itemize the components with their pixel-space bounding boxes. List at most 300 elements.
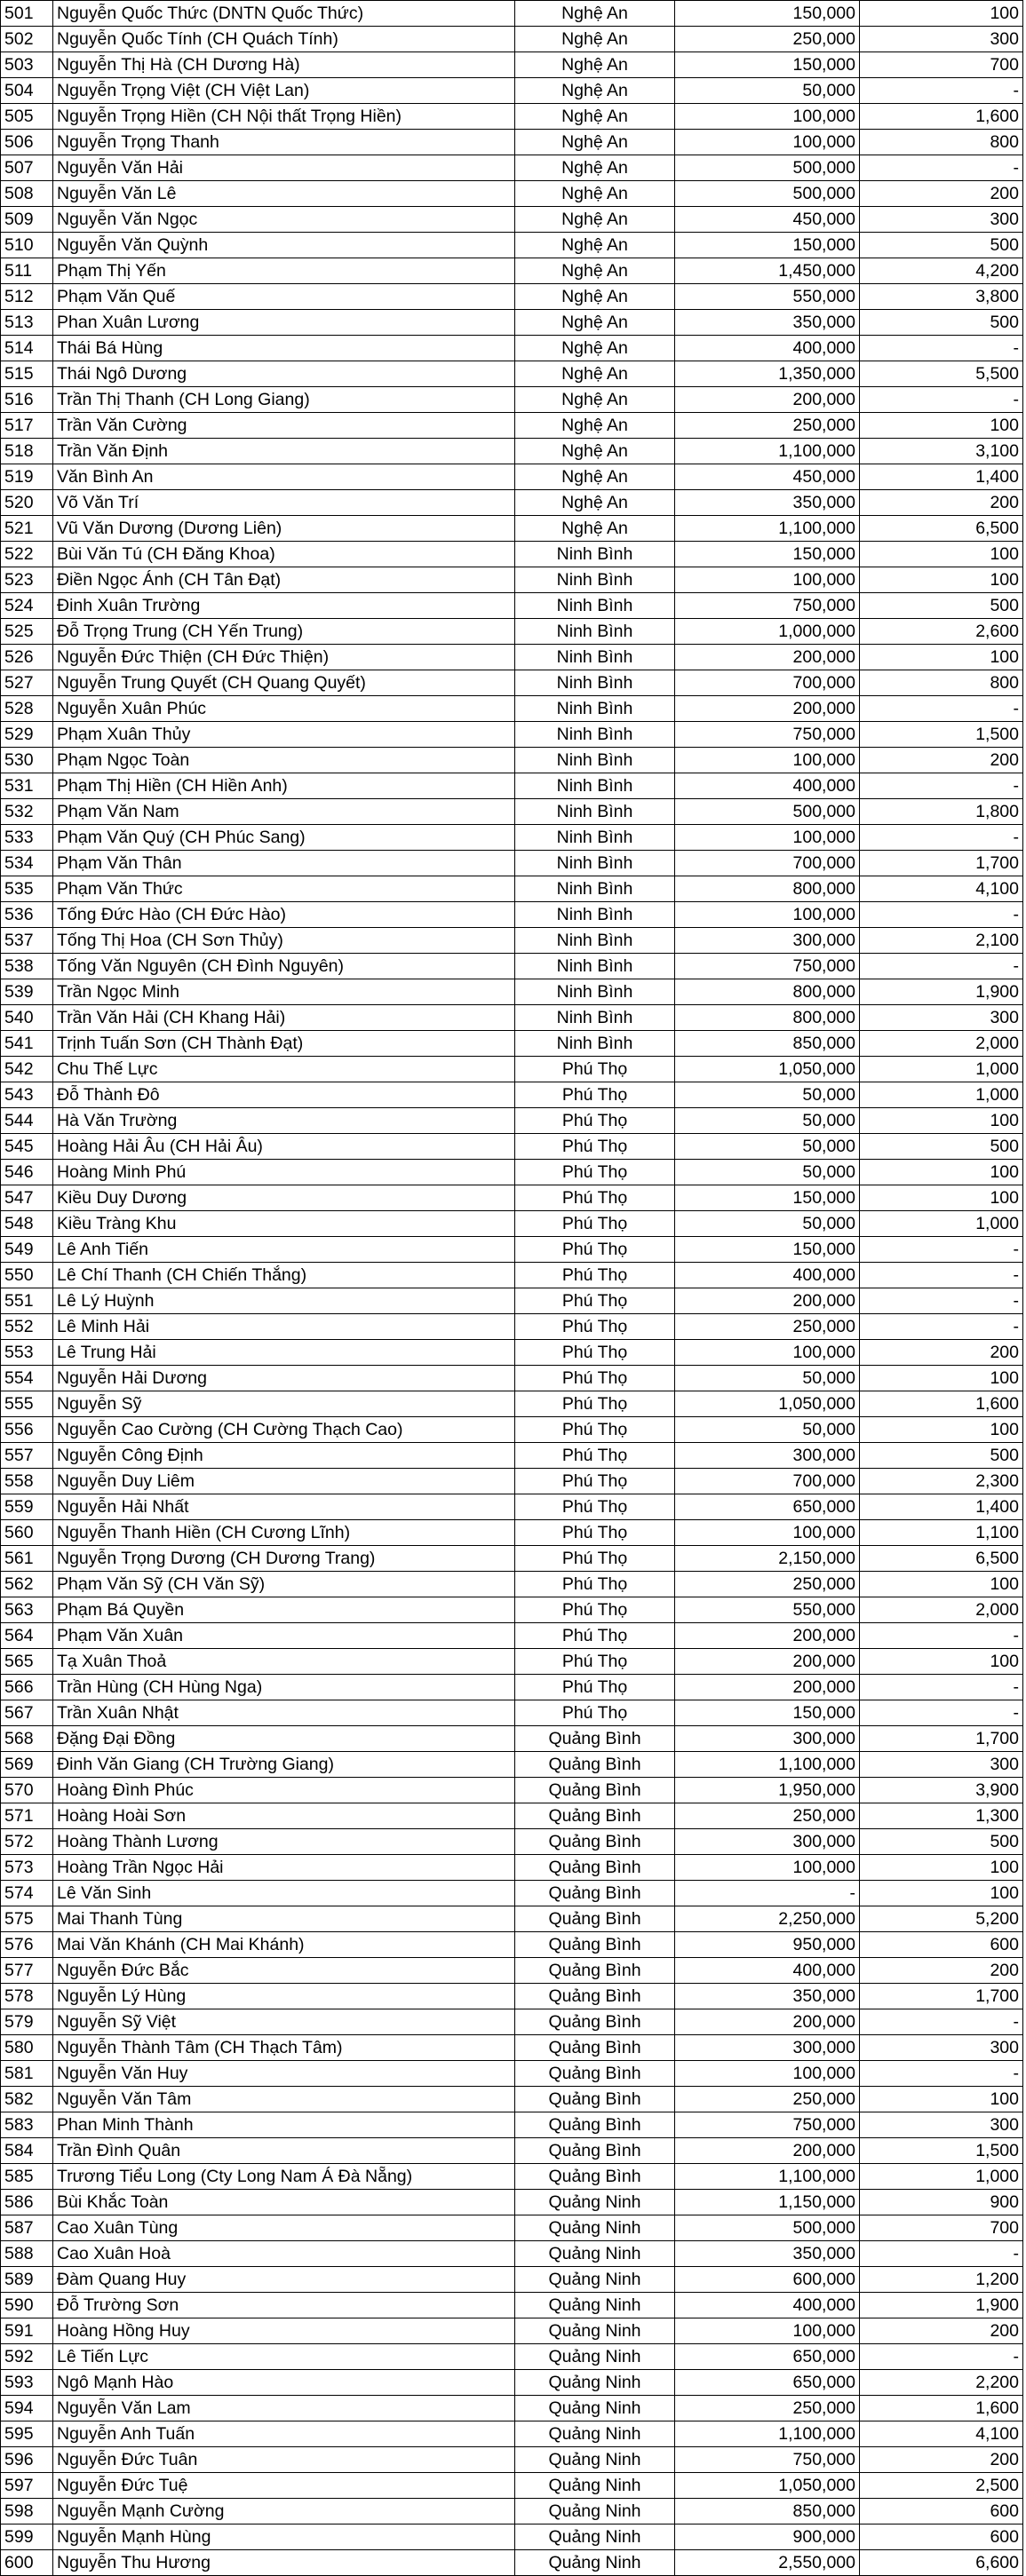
table-row	[1, 748, 1023, 773]
quantity-cell: 100	[860, 1855, 1023, 1881]
row-number-cell: 554	[1, 1366, 53, 1391]
quantity-cell: 2,100	[860, 928, 1023, 954]
row-number-cell: 525	[1, 619, 53, 645]
amount-cell: 150,000	[675, 52, 860, 78]
amount-cell: 650,000	[675, 2344, 860, 2370]
province-cell: Quảng Bình	[515, 1829, 675, 1855]
province-cell: Ninh Bình	[515, 567, 675, 593]
row-number-cell: 543	[1, 1082, 53, 1108]
province-cell: Quảng Bình	[515, 1726, 675, 1752]
row-number-cell: 585	[1, 2164, 53, 2190]
row-number-cell: 509	[1, 207, 53, 233]
name-cell: Đỗ Trọng Trung (CH Yến Trung)	[53, 619, 515, 645]
province-cell: Nghệ An	[515, 181, 675, 207]
quantity-cell: 500	[860, 1829, 1023, 1855]
amount-cell: 250,000	[675, 413, 860, 439]
quantity-cell: 5,200	[860, 1906, 1023, 1932]
quantity-cell: 200	[860, 181, 1023, 207]
table-row	[1, 542, 1023, 567]
amount-cell: 1,150,000	[675, 2190, 860, 2215]
name-cell: Phạm Thị Hiền (CH Hiền Anh)	[53, 773, 515, 799]
name-cell: Phạm Ngọc Toàn	[53, 748, 515, 773]
table-row	[1, 1340, 1023, 1366]
quantity-cell: 800	[860, 130, 1023, 155]
province-cell: Quảng Bình	[515, 1958, 675, 1984]
quantity-cell: 1,600	[860, 2396, 1023, 2421]
name-cell: Nguyễn Cao Cường (CH Cường Thạch Cao)	[53, 1417, 515, 1443]
amount-cell: 400,000	[675, 2293, 860, 2318]
row-number-cell: 521	[1, 516, 53, 542]
row-number-cell: 594	[1, 2396, 53, 2421]
row-number-cell: 544	[1, 1108, 53, 1134]
amount-cell: 800,000	[675, 979, 860, 1005]
amount-cell: 1,100,000	[675, 2164, 860, 2190]
row-number-cell: 559	[1, 1494, 53, 1520]
name-cell: Phạm Văn Thân	[53, 851, 515, 876]
row-number-cell: 502	[1, 27, 53, 52]
province-cell: Nghệ An	[515, 1, 675, 27]
row-number-cell: 573	[1, 1855, 53, 1881]
name-cell: Bùi Khắc Toàn	[53, 2190, 515, 2215]
amount-cell: 1,050,000	[675, 2473, 860, 2499]
province-cell: Quảng Ninh	[515, 2396, 675, 2421]
province-cell: Nghệ An	[515, 78, 675, 104]
table-row	[1, 2061, 1023, 2087]
province-cell: Nghệ An	[515, 27, 675, 52]
table-row	[1, 1134, 1023, 1160]
table-row	[1, 155, 1023, 181]
amount-cell: 1,100,000	[675, 439, 860, 464]
row-number-cell: 564	[1, 1623, 53, 1649]
row-number-cell: 541	[1, 1031, 53, 1057]
amount-cell: 400,000	[675, 1263, 860, 1288]
row-number-cell: 600	[1, 2550, 53, 2576]
amount-cell: 100,000	[675, 825, 860, 851]
table-row	[1, 181, 1023, 207]
name-cell: Nguyễn Văn Quỳnh	[53, 233, 515, 258]
amount-cell: 150,000	[675, 542, 860, 567]
province-cell: Nghệ An	[515, 258, 675, 284]
name-cell: Trần Văn Hải (CH Khang Hải)	[53, 1005, 515, 1031]
table-row	[1, 1108, 1023, 1134]
province-cell: Quảng Bình	[515, 2035, 675, 2061]
name-cell: Nguyễn Công Định	[53, 1443, 515, 1469]
quantity-cell: 1,500	[860, 722, 1023, 748]
table-row	[1, 361, 1023, 387]
province-cell: Quảng Bình	[515, 2164, 675, 2190]
table-row	[1, 1314, 1023, 1340]
table-row	[1, 1752, 1023, 1778]
name-cell: Điền Ngọc Ánh (CH Tân Đạt)	[53, 567, 515, 593]
province-cell: Ninh Bình	[515, 902, 675, 928]
row-number-cell: 584	[1, 2138, 53, 2164]
province-cell: Phú Thọ	[515, 1572, 675, 1597]
quantity-cell: 200	[860, 490, 1023, 516]
row-number-cell: 518	[1, 439, 53, 464]
row-number-cell: 575	[1, 1906, 53, 1932]
name-cell: Đỗ Thành Đô	[53, 1082, 515, 1108]
table-row	[1, 2473, 1023, 2499]
province-cell: Nghệ An	[515, 284, 675, 310]
quantity-cell: 2,500	[860, 2473, 1023, 2499]
amount-cell: 50,000	[675, 1417, 860, 1443]
row-number-cell: 538	[1, 954, 53, 979]
province-cell: Quảng Bình	[515, 1778, 675, 1803]
table-row	[1, 1572, 1023, 1597]
province-cell: Phú Thọ	[515, 1263, 675, 1288]
province-cell: Phú Thọ	[515, 1675, 675, 1700]
table-row	[1, 773, 1023, 799]
quantity-cell: 500	[860, 1443, 1023, 1469]
quantity-cell: 1,900	[860, 2293, 1023, 2318]
name-cell: Tạ Xuân Thoả	[53, 1649, 515, 1675]
amount-cell: 2,550,000	[675, 2550, 860, 2576]
amount-cell: 200,000	[675, 1288, 860, 1314]
province-cell: Phú Thọ	[515, 1597, 675, 1623]
amount-cell: 500,000	[675, 181, 860, 207]
amount-cell: 1,350,000	[675, 361, 860, 387]
amount-cell: 850,000	[675, 1031, 860, 1057]
quantity-cell: 200	[860, 1340, 1023, 1366]
row-number-cell: 515	[1, 361, 53, 387]
row-number-cell: 592	[1, 2344, 53, 2370]
name-cell: Chu Thế Lực	[53, 1057, 515, 1082]
row-number-cell: 513	[1, 310, 53, 336]
province-cell: Ninh Bình	[515, 748, 675, 773]
amount-cell: 300,000	[675, 928, 860, 954]
province-cell: Ninh Bình	[515, 645, 675, 670]
province-cell: Quảng Ninh	[515, 2499, 675, 2524]
amount-cell: 150,000	[675, 233, 860, 258]
row-number-cell: 547	[1, 1185, 53, 1211]
name-cell: Nguyễn Lý Hùng	[53, 1984, 515, 2009]
name-cell: Lê Lý Huỳnh	[53, 1288, 515, 1314]
quantity-cell: 4,100	[860, 2421, 1023, 2447]
row-number-cell: 577	[1, 1958, 53, 1984]
table-row	[1, 387, 1023, 413]
table-row	[1, 851, 1023, 876]
quantity-cell: -	[860, 902, 1023, 928]
quantity-cell: 900	[860, 2190, 1023, 2215]
province-cell: Ninh Bình	[515, 619, 675, 645]
amount-cell: 250,000	[675, 1572, 860, 1597]
province-cell: Nghệ An	[515, 516, 675, 542]
quantity-cell: 6,500	[860, 516, 1023, 542]
name-cell: Võ Văn Trí	[53, 490, 515, 516]
quantity-cell: 1,600	[860, 104, 1023, 130]
quantity-cell: 200	[860, 748, 1023, 773]
quantity-cell: 1,100	[860, 1520, 1023, 1546]
province-cell: Quảng Bình	[515, 2009, 675, 2035]
row-number-cell: 569	[1, 1752, 53, 1778]
amount-cell: 1,000,000	[675, 619, 860, 645]
amount-cell: 650,000	[675, 1494, 860, 1520]
table-row	[1, 1675, 1023, 1700]
amount-cell: 800,000	[675, 876, 860, 902]
name-cell: Trần Hùng (CH Hùng Nga)	[53, 1675, 515, 1700]
quantity-cell: 1,000	[860, 1211, 1023, 1237]
row-number-cell: 546	[1, 1160, 53, 1185]
province-cell: Phú Thọ	[515, 1082, 675, 1108]
amount-cell: 50,000	[675, 1160, 860, 1185]
province-cell: Nghệ An	[515, 130, 675, 155]
table-row	[1, 902, 1023, 928]
table-row	[1, 567, 1023, 593]
quantity-cell: 800	[860, 670, 1023, 696]
name-cell: Vũ Văn Dương (Dương Liên)	[53, 516, 515, 542]
amount-cell: 500,000	[675, 799, 860, 825]
province-cell: Nghệ An	[515, 233, 675, 258]
quantity-cell: 1,400	[860, 1494, 1023, 1520]
quantity-cell: 300	[860, 207, 1023, 233]
amount-cell: 1,100,000	[675, 516, 860, 542]
row-number-cell: 588	[1, 2241, 53, 2267]
amount-cell: 1,050,000	[675, 1391, 860, 1417]
table-row	[1, 1726, 1023, 1752]
amount-cell: 1,100,000	[675, 1752, 860, 1778]
amount-cell: 300,000	[675, 1829, 860, 1855]
row-number-cell: 576	[1, 1932, 53, 1958]
province-cell: Phú Thọ	[515, 1134, 675, 1160]
quantity-cell: 100	[860, 542, 1023, 567]
province-cell: Nghệ An	[515, 413, 675, 439]
amount-cell: 300,000	[675, 2035, 860, 2061]
table-row	[1, 2241, 1023, 2267]
province-cell: Nghệ An	[515, 52, 675, 78]
quantity-cell: -	[860, 2009, 1023, 2035]
table-row	[1, 593, 1023, 619]
table-row	[1, 1, 1023, 27]
quantity-cell: 600	[860, 2499, 1023, 2524]
amount-cell: 900,000	[675, 2524, 860, 2550]
amount-cell: 250,000	[675, 1314, 860, 1340]
table-body	[1, 1, 1023, 2576]
row-number-cell: 578	[1, 1984, 53, 2009]
quantity-cell: 600	[860, 1932, 1023, 1958]
quantity-cell: 700	[860, 52, 1023, 78]
province-cell: Phú Thọ	[515, 1391, 675, 1417]
name-cell: Nguyễn Anh Tuấn	[53, 2421, 515, 2447]
name-cell: Đặng Đại Đồng	[53, 1726, 515, 1752]
table-row	[1, 52, 1023, 78]
name-cell: Hoàng Minh Phú	[53, 1160, 515, 1185]
province-cell: Phú Thọ	[515, 1520, 675, 1546]
quantity-cell: 500	[860, 593, 1023, 619]
name-cell: Nguyễn Thanh Hiền (CH Cương Lĩnh)	[53, 1520, 515, 1546]
quantity-cell: -	[860, 1675, 1023, 1700]
quantity-cell: 100	[860, 1881, 1023, 1906]
row-number-cell: 566	[1, 1675, 53, 1700]
province-cell: Phú Thọ	[515, 1443, 675, 1469]
name-cell: Nguyễn Thành Tâm (CH Thạch Tâm)	[53, 2035, 515, 2061]
quantity-cell: -	[860, 155, 1023, 181]
name-cell: Thái Bá Hùng	[53, 336, 515, 361]
province-cell: Quảng Bình	[515, 1984, 675, 2009]
province-cell: Phú Thọ	[515, 1314, 675, 1340]
name-cell: Nguyễn Mạnh Cường	[53, 2499, 515, 2524]
table-row	[1, 1057, 1023, 1082]
name-cell: Lê Anh Tiến	[53, 1237, 515, 1263]
quantity-cell: 700	[860, 2215, 1023, 2241]
quantity-cell: -	[860, 1263, 1023, 1288]
province-cell: Nghệ An	[515, 310, 675, 336]
name-cell: Cao Xuân Hoà	[53, 2241, 515, 2267]
province-cell: Quảng Ninh	[515, 2190, 675, 2215]
name-cell: Nguyễn Văn Hải	[53, 155, 515, 181]
name-cell: Nguyễn Thu Hương	[53, 2550, 515, 2576]
table-row	[1, 1263, 1023, 1288]
name-cell: Nguyễn Đức Tuân	[53, 2447, 515, 2473]
province-cell: Quảng Bình	[515, 2087, 675, 2112]
amount-cell: 700,000	[675, 851, 860, 876]
table-row	[1, 27, 1023, 52]
row-number-cell: 598	[1, 2499, 53, 2524]
table-row	[1, 2035, 1023, 2061]
table-row	[1, 258, 1023, 284]
name-cell: Đinh Xuân Trường	[53, 593, 515, 619]
name-cell: Kiều Tràng Khu	[53, 1211, 515, 1237]
amount-cell: -	[675, 1881, 860, 1906]
row-number-cell: 556	[1, 1417, 53, 1443]
name-cell: Trần Văn Cường	[53, 413, 515, 439]
province-cell: Ninh Bình	[515, 851, 675, 876]
quantity-cell: 6,600	[860, 2550, 1023, 2576]
quantity-cell: 100	[860, 1417, 1023, 1443]
province-cell: Quảng Bình	[515, 2138, 675, 2164]
row-number-cell: 581	[1, 2061, 53, 2087]
row-number-cell: 537	[1, 928, 53, 954]
province-cell: Ninh Bình	[515, 1031, 675, 1057]
quantity-cell: 1,700	[860, 1984, 1023, 2009]
name-cell: Phan Xuân Lương	[53, 310, 515, 336]
province-cell: Ninh Bình	[515, 670, 675, 696]
amount-cell: 200,000	[675, 645, 860, 670]
province-cell: Ninh Bình	[515, 928, 675, 954]
table-row	[1, 799, 1023, 825]
province-cell: Quảng Ninh	[515, 2215, 675, 2241]
amount-cell: 100,000	[675, 1855, 860, 1881]
amount-cell: 150,000	[675, 1185, 860, 1211]
province-cell: Quảng Bình	[515, 1906, 675, 1932]
row-number-cell: 548	[1, 1211, 53, 1237]
amount-cell: 100,000	[675, 1340, 860, 1366]
province-cell: Ninh Bình	[515, 825, 675, 851]
quantity-cell: -	[860, 1237, 1023, 1263]
amount-cell: 400,000	[675, 1958, 860, 1984]
amount-cell: 1,100,000	[675, 2421, 860, 2447]
province-cell: Ninh Bình	[515, 954, 675, 979]
quantity-cell: 100	[860, 1366, 1023, 1391]
province-cell: Phú Thọ	[515, 1108, 675, 1134]
quantity-cell: 1,000	[860, 1082, 1023, 1108]
quantity-cell: 300	[860, 27, 1023, 52]
province-cell: Quảng Ninh	[515, 2241, 675, 2267]
table-row	[1, 2112, 1023, 2138]
name-cell: Nguyễn Văn Lê	[53, 181, 515, 207]
province-cell: Ninh Bình	[515, 1005, 675, 1031]
table-row	[1, 516, 1023, 542]
row-number-cell: 570	[1, 1778, 53, 1803]
amount-cell: 100,000	[675, 748, 860, 773]
province-cell: Phú Thọ	[515, 1288, 675, 1314]
row-number-cell: 505	[1, 104, 53, 130]
table-row	[1, 1546, 1023, 1572]
table-row	[1, 645, 1023, 670]
quantity-cell: 1,600	[860, 1391, 1023, 1417]
table-row	[1, 696, 1023, 722]
name-cell: Ngô Mạnh Hào	[53, 2370, 515, 2396]
name-cell: Tống Văn Nguyên (CH Đình Nguyên)	[53, 954, 515, 979]
quantity-cell: 100	[860, 1185, 1023, 1211]
name-cell: Lê Minh Hải	[53, 1314, 515, 1340]
quantity-cell: -	[860, 336, 1023, 361]
name-cell: Cao Xuân Tùng	[53, 2215, 515, 2241]
name-cell: Nguyễn Hải Nhất	[53, 1494, 515, 1520]
row-number-cell: 565	[1, 1649, 53, 1675]
amount-cell: 100,000	[675, 130, 860, 155]
amount-cell: 100,000	[675, 2318, 860, 2344]
table-row	[1, 2190, 1023, 2215]
name-cell: Nguyễn Quốc Tính (CH Quách Tính)	[53, 27, 515, 52]
row-number-cell: 572	[1, 1829, 53, 1855]
row-number-cell: 582	[1, 2087, 53, 2112]
quantity-cell: 200	[860, 2447, 1023, 2473]
table-row	[1, 1237, 1023, 1263]
quantity-cell: -	[860, 1314, 1023, 1340]
province-cell: Ninh Bình	[515, 722, 675, 748]
quantity-cell: 200	[860, 1958, 1023, 1984]
row-number-cell: 516	[1, 387, 53, 413]
amount-cell: 50,000	[675, 78, 860, 104]
row-number-cell: 510	[1, 233, 53, 258]
amount-cell: 250,000	[675, 1803, 860, 1829]
row-number-cell: 580	[1, 2035, 53, 2061]
row-number-cell: 540	[1, 1005, 53, 1031]
province-cell: Phú Thọ	[515, 1160, 675, 1185]
quantity-cell: 500	[860, 1134, 1023, 1160]
name-cell: Nguyễn Xuân Phúc	[53, 696, 515, 722]
table-row	[1, 413, 1023, 439]
row-number-cell: 555	[1, 1391, 53, 1417]
province-cell: Phú Thọ	[515, 1494, 675, 1520]
table-row	[1, 1984, 1023, 2009]
table-row	[1, 1391, 1023, 1417]
amount-cell: 2,150,000	[675, 1546, 860, 1572]
table-row	[1, 1623, 1023, 1649]
amount-cell: 1,450,000	[675, 258, 860, 284]
table-row	[1, 670, 1023, 696]
row-number-cell: 568	[1, 1726, 53, 1752]
table-row	[1, 1803, 1023, 1829]
province-cell: Nghệ An	[515, 490, 675, 516]
quantity-cell: 100	[860, 2087, 1023, 2112]
province-cell: Quảng Ninh	[515, 2370, 675, 2396]
quantity-cell: 2,000	[860, 1597, 1023, 1623]
quantity-cell: 300	[860, 1005, 1023, 1031]
table-row	[1, 2550, 1023, 2576]
table-row	[1, 2524, 1023, 2550]
name-cell: Văn Bình An	[53, 464, 515, 490]
name-cell: Phạm Bá Quyền	[53, 1597, 515, 1623]
amount-cell: 350,000	[675, 1984, 860, 2009]
name-cell: Tống Thị Hoa (CH Sơn Thủy)	[53, 928, 515, 954]
province-cell: Phú Thọ	[515, 1700, 675, 1726]
row-number-cell: 571	[1, 1803, 53, 1829]
name-cell: Hoàng Hoài Sơn	[53, 1803, 515, 1829]
table-row	[1, 2344, 1023, 2370]
province-cell: Phú Thọ	[515, 1340, 675, 1366]
amount-cell: 750,000	[675, 593, 860, 619]
